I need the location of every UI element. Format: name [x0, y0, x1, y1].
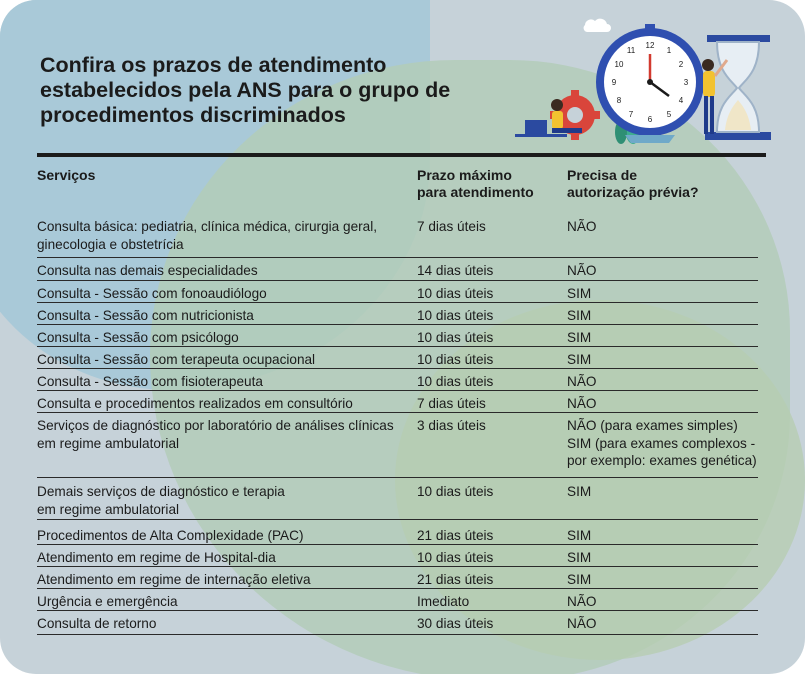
cell-service: Consulta básica: pediatria, clínica médica, cirurgia geral, ginecologia e obstetrícia	[37, 219, 378, 252]
cell-service: Consulta - Sessão com psicólogo	[37, 330, 239, 345]
person-left-body	[552, 111, 563, 129]
cell-deadline: 3 dias úteis	[417, 418, 486, 433]
cell-authorization: NÃO	[567, 263, 597, 278]
cell-deadline: 10 dias úteis	[417, 308, 494, 323]
cell-deadline: 10 dias úteis	[417, 484, 494, 499]
clock-number-10: 10	[614, 60, 624, 69]
cell-service: Urgência e emergência	[37, 594, 178, 609]
clock-number-12: 12	[645, 41, 655, 50]
clock-number-11: 11	[626, 46, 636, 55]
clock-number-1: 1	[666, 46, 672, 55]
cell-service: Atendimento em regime de internação eletiva	[37, 572, 311, 587]
laptop-icon	[525, 120, 547, 134]
hourglass-top	[707, 35, 770, 42]
table-row	[37, 258, 758, 281]
cell-authorization: SIM	[567, 352, 592, 367]
table-row	[37, 325, 758, 347]
cell-deadline: 30 dias úteis	[417, 616, 494, 631]
table-row	[37, 523, 758, 545]
cell-service: Atendimento em regime de Hospital-dia	[37, 550, 276, 565]
cell-service: Consulta - Sessão com fonoaudiólogo	[37, 286, 267, 301]
table-row	[37, 214, 758, 258]
cell-authorization: NÃO	[567, 396, 597, 411]
cell-deadline: 10 dias úteis	[417, 286, 494, 301]
clock-number-3: 3	[683, 78, 689, 87]
cell-authorization: NÃO	[567, 219, 597, 234]
cell-authorization: SIM	[567, 484, 592, 499]
table-row	[37, 567, 758, 589]
clock-number-2: 2	[678, 60, 684, 69]
cell-authorization: SIM	[567, 330, 592, 345]
cell-deadline: 21 dias úteis	[417, 572, 494, 587]
cell-service: Consulta - Sessão com fisioterapeuta	[37, 374, 263, 389]
table-top-rule	[37, 153, 766, 157]
cell-deadline: 7 dias úteis	[417, 219, 486, 234]
clock-number-4: 4	[678, 96, 684, 105]
cell-deadline: 7 dias úteis	[417, 396, 486, 411]
cell-authorization: NÃO (para exames simples) SIM (para exames complexos - por exemplo: exames genética)	[567, 418, 757, 468]
table-row	[37, 589, 758, 611]
clock-base	[625, 135, 675, 143]
table-row	[37, 281, 758, 303]
cell-deadline: 10 dias úteis	[417, 330, 494, 345]
person-right-body	[703, 71, 715, 97]
cell-authorization: SIM	[567, 308, 592, 323]
clock-number-6: 6	[647, 115, 653, 124]
cell-service: Consulta - Sessão com nutricionista	[37, 308, 254, 323]
cell-deadline: 21 dias úteis	[417, 528, 494, 543]
cell-authorization: NÃO	[567, 594, 597, 609]
clock-number-9: 9	[611, 78, 617, 87]
table-row	[37, 303, 758, 325]
cell-deadline: 10 dias úteis	[417, 550, 494, 565]
table-row	[37, 413, 758, 478]
table-row	[37, 347, 758, 369]
cell-service: Consulta - Sessão com terapeuta ocupacional	[37, 352, 316, 367]
column-header-deadline: Prazo máximo para atendimento	[417, 167, 534, 200]
cell-authorization: SIM	[567, 572, 592, 587]
column-header-service: Serviços	[37, 167, 96, 183]
table-row	[37, 545, 758, 567]
table-row	[37, 391, 758, 413]
cell-deadline: 10 dias úteis	[417, 374, 494, 389]
cell-authorization: NÃO	[567, 616, 597, 631]
cell-service: Procedimentos de Alta Complexidade (PAC)	[37, 528, 304, 543]
table-row	[37, 479, 758, 520]
cloud-icon	[584, 19, 611, 32]
table-row	[37, 611, 758, 635]
hourglass-bottom	[705, 132, 771, 140]
cell-authorization: SIM	[567, 550, 592, 565]
cell-service: Demais serviços de diagnóstico e terapia em regime ambulatorial	[37, 484, 285, 517]
clock-number-8: 8	[616, 96, 622, 105]
clock-number-7: 7	[628, 110, 634, 119]
cell-service: Consulta nas demais especialidades	[37, 263, 258, 278]
column-header-authorization: Precisa de autorização prévia?	[567, 167, 699, 200]
cell-service: Consulta de retorno	[37, 616, 157, 631]
page-title: Confira os prazos de atendimento estabelecidos pela ANS para o grupo de procedimentos discriminados	[40, 53, 451, 127]
cell-deadline: 10 dias úteis	[417, 352, 494, 367]
cell-authorization: SIM	[567, 528, 592, 543]
cell-authorization: NÃO	[567, 374, 597, 389]
cell-deadline: 14 dias úteis	[417, 263, 494, 278]
table-row	[37, 369, 758, 391]
clock-illustration	[505, 10, 780, 150]
cell-service: Serviços de diagnóstico por laboratório de análises clínicas em regime ambulatorial	[37, 418, 394, 451]
person-right-head	[702, 59, 714, 71]
cell-service: Consulta e procedimentos realizados em consultório	[37, 396, 353, 411]
person-left-head	[551, 99, 563, 111]
cell-deadline: Imediato	[417, 594, 470, 609]
cell-authorization: SIM	[567, 286, 592, 301]
clock-number-5: 5	[666, 110, 672, 119]
